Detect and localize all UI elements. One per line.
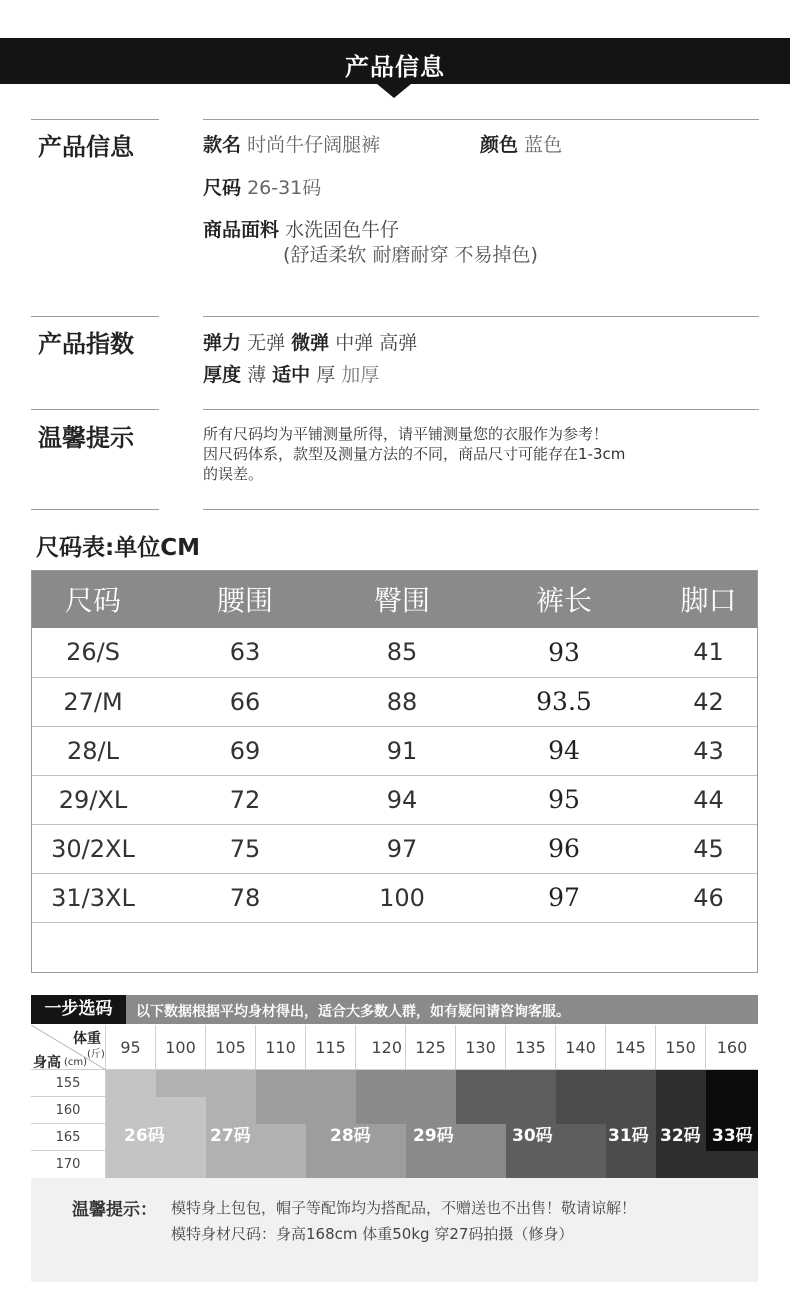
fabric-field bbox=[203, 215, 399, 242]
height-cell: 165 bbox=[31, 1124, 106, 1151]
size-label-29: 29码 bbox=[413, 1126, 454, 1146]
elasticity-key: 弹力 bbox=[203, 332, 242, 354]
cell-length: 94 bbox=[469, 726, 659, 775]
color-key: 颜色 bbox=[480, 134, 519, 156]
header-hip: 臀围 bbox=[335, 570, 469, 628]
cell-waist: 75 bbox=[155, 824, 335, 873]
tips-line: 模特身上包包，帽子等配饰均为搭配品，不赠送也不出售！敬请谅解！ bbox=[171, 1199, 637, 1217]
size-value: 26-31码 bbox=[247, 177, 322, 199]
color-field bbox=[480, 130, 562, 157]
note-line: 因尺码体系，款型及测量方法的不同，商品尺寸可能存在1-3cm bbox=[203, 445, 626, 463]
weight-cell: 160 bbox=[716, 1038, 748, 1057]
note-line: 所有尺码均为平铺测量所得，请平铺测量您的衣服作为参考！ bbox=[203, 425, 609, 443]
height-label: 身高 bbox=[33, 1055, 61, 1071]
picker-description: 以下数据根据平均身材得出，适合大多数人群，如有疑问请咨询客服。 bbox=[136, 1004, 570, 1020]
height-cell: 170 bbox=[31, 1151, 106, 1178]
weight-unit: (斤) bbox=[87, 1049, 105, 1060]
table-row bbox=[31, 726, 758, 775]
elasticity-field bbox=[203, 328, 417, 355]
size-label-27: 27码 bbox=[210, 1126, 251, 1146]
size-block-30 bbox=[556, 1124, 606, 1178]
style-field bbox=[203, 130, 380, 157]
weight-cell: 150 bbox=[656, 1025, 706, 1070]
thickness-key: 厚度 bbox=[203, 364, 242, 386]
size-table-title: 尺码表:单位CM bbox=[36, 535, 200, 561]
cell-hip: 97 bbox=[335, 824, 469, 873]
header-hem: 脚口 bbox=[659, 570, 758, 628]
weight-cell: 130 bbox=[456, 1025, 506, 1070]
tips-label: 温馨提示： bbox=[72, 1200, 157, 1220]
weight-cell: 145 bbox=[606, 1025, 656, 1070]
header-banner bbox=[0, 38, 790, 84]
size-block-27 bbox=[156, 1070, 256, 1097]
elasticity-option: 中弹 bbox=[335, 332, 374, 354]
header-waist: 腰围 bbox=[155, 570, 335, 628]
weight-cell: 120 bbox=[356, 1025, 406, 1070]
thickness-option-selected: 适中 bbox=[272, 364, 311, 386]
cell-hem: 45 bbox=[659, 824, 758, 873]
size-block-32 bbox=[706, 1151, 758, 1178]
weight-cell: 105 bbox=[206, 1025, 256, 1070]
divider bbox=[31, 409, 159, 410]
color-value: 蓝色 bbox=[524, 134, 563, 156]
size-label-32: 32码 bbox=[660, 1126, 701, 1146]
weight-label: 体重 bbox=[73, 1031, 101, 1047]
cell-hem: 44 bbox=[659, 775, 758, 824]
elasticity-option-selected: 微弹 bbox=[291, 332, 330, 354]
divider bbox=[203, 316, 759, 317]
cell-length: 93 bbox=[469, 628, 659, 677]
cell-size: 29/XL bbox=[31, 775, 155, 824]
style-key: 款名 bbox=[203, 134, 242, 156]
table-row bbox=[31, 824, 758, 873]
divider bbox=[31, 119, 159, 120]
size-label-33: 33码 bbox=[712, 1126, 753, 1146]
thickness-field bbox=[203, 360, 379, 387]
table-row bbox=[31, 628, 758, 677]
divider bbox=[203, 509, 759, 510]
divider bbox=[203, 119, 759, 120]
weight-cell: 95 bbox=[106, 1025, 156, 1070]
banner-title: 产品信息 bbox=[345, 53, 445, 81]
cell-waist: 78 bbox=[155, 873, 335, 922]
banner-arrow-icon bbox=[377, 84, 411, 98]
table-row bbox=[31, 677, 758, 726]
cell-hip: 94 bbox=[335, 775, 469, 824]
size-table bbox=[31, 570, 758, 972]
fabric-value: 水洗固色牛仔 bbox=[285, 219, 400, 241]
size-block-29 bbox=[356, 1070, 456, 1124]
thickness-option: 薄 bbox=[247, 364, 267, 386]
cell-hem: 42 bbox=[659, 677, 758, 726]
cell-size: 27/M bbox=[31, 677, 155, 726]
style-value: 时尚牛仔阔腿裤 bbox=[247, 134, 381, 156]
size-block-28 bbox=[256, 1070, 356, 1124]
size-label-30: 30码 bbox=[512, 1126, 553, 1146]
table-row-empty bbox=[31, 922, 758, 972]
size-label-26: 26码 bbox=[124, 1126, 165, 1146]
measurement-note bbox=[203, 424, 683, 484]
cell-hip: 91 bbox=[335, 726, 469, 775]
divider bbox=[31, 316, 159, 317]
cell-hip: 85 bbox=[335, 628, 469, 677]
cell-size: 28/L bbox=[31, 726, 155, 775]
cell-waist: 63 bbox=[155, 628, 335, 677]
header-size: 尺码 bbox=[31, 570, 155, 628]
fabric-note: (舒适柔软 耐磨耐穿 不易掉色) bbox=[283, 244, 538, 266]
elasticity-option: 无弹 bbox=[247, 332, 286, 354]
divider bbox=[203, 409, 759, 410]
cell-size: 31/3XL bbox=[31, 873, 155, 922]
cell-waist: 66 bbox=[155, 677, 335, 726]
height-unit: (cm) bbox=[64, 1057, 88, 1068]
section-title-info: 产品信息 bbox=[38, 133, 134, 161]
size-range-field bbox=[203, 173, 321, 200]
picker-corner bbox=[31, 1025, 106, 1070]
divider bbox=[31, 509, 159, 510]
cell-length: 96 bbox=[469, 824, 659, 873]
cell-length: 97 bbox=[469, 873, 659, 922]
cell-waist: 72 bbox=[155, 775, 335, 824]
weight-cell: 115 bbox=[306, 1025, 356, 1070]
size-block-30 bbox=[456, 1070, 506, 1124]
cell-hem: 43 bbox=[659, 726, 758, 775]
height-cell: 155 bbox=[31, 1070, 106, 1097]
size-block-27 bbox=[256, 1124, 306, 1178]
table-row bbox=[31, 775, 758, 824]
weight-cell: 135 bbox=[506, 1025, 556, 1070]
weight-cell: 125 bbox=[406, 1025, 456, 1070]
section-title-notice: 温馨提示 bbox=[38, 424, 134, 452]
cell-hem: 46 bbox=[659, 873, 758, 922]
cell-size: 30/2XL bbox=[31, 824, 155, 873]
cell-hem: 41 bbox=[659, 628, 758, 677]
header-length: 裤长 bbox=[469, 570, 659, 628]
tips-line: 模特身材尺码：身高168cm 体重50kg 穿27码拍摄（修身） bbox=[171, 1225, 574, 1243]
table-row bbox=[31, 873, 758, 922]
fabric-key: 商品面料 bbox=[203, 219, 280, 241]
weight-cell: 140 bbox=[556, 1025, 606, 1070]
size-key: 尺码 bbox=[203, 177, 242, 199]
note-line: 的误差。 bbox=[203, 465, 264, 483]
height-cell: 160 bbox=[31, 1097, 106, 1124]
cell-hip: 88 bbox=[335, 677, 469, 726]
cell-length: 95 bbox=[469, 775, 659, 824]
picker-badge: 一步选码 bbox=[31, 995, 126, 1024]
size-table-header-row bbox=[31, 570, 758, 628]
weight-cell: 110 bbox=[256, 1025, 306, 1070]
elasticity-option: 高弹 bbox=[379, 332, 418, 354]
thickness-option: 加厚 bbox=[341, 364, 380, 386]
cell-length: 93.5 bbox=[469, 677, 659, 726]
cell-hip: 100 bbox=[335, 873, 469, 922]
weight-cell: 100 bbox=[156, 1025, 206, 1070]
thickness-option: 厚 bbox=[316, 364, 336, 386]
size-label-31: 31码 bbox=[608, 1126, 649, 1146]
cell-waist: 69 bbox=[155, 726, 335, 775]
section-title-index: 产品指数 bbox=[38, 330, 134, 358]
cell-size: 26/S bbox=[31, 628, 155, 677]
size-block-31 bbox=[556, 1070, 656, 1124]
size-label-28: 28码 bbox=[330, 1126, 371, 1146]
